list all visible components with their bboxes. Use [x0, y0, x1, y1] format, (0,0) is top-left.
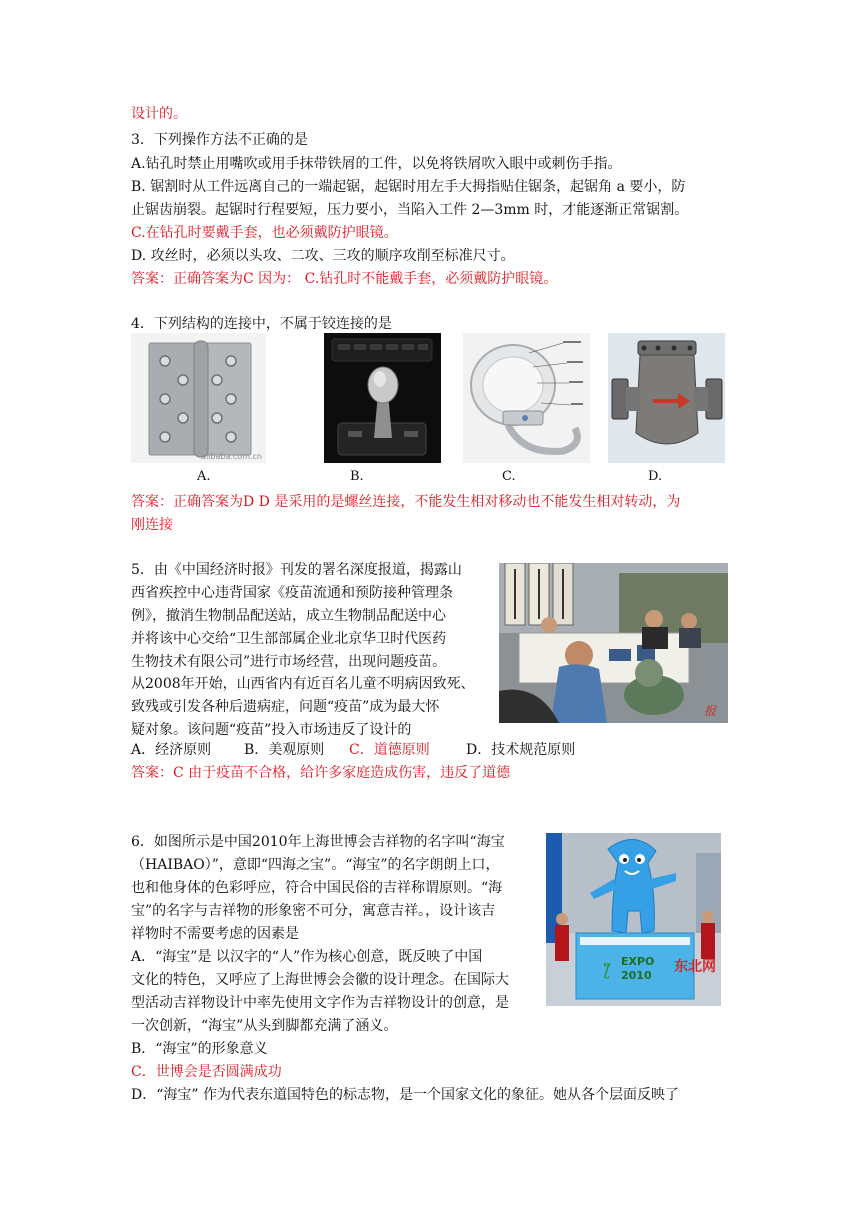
q5-option-c: C．道德原则 — [349, 742, 430, 758]
q6-line-1: 6．如图所示是中国2010年上海世博会吉祥物的名字叫“海宝 — [131, 834, 505, 850]
expo-text: EXPO — [621, 955, 655, 968]
q6-line-7: 文化的特色，又呼应了上海世博会会徽的设计理念。在国际大 — [131, 972, 509, 988]
svg-text:东北网: 东北网 — [674, 959, 716, 975]
svg-text:ƪ: ƪ — [604, 960, 610, 979]
gear-shifter-image — [324, 333, 441, 463]
q5-line-8: 疑对象。该问题“疫苗”投入市场违反了设计的 — [131, 722, 412, 738]
q6-option-d: D．“海宝” 作为代表东道国特色的标志物，是一个国家文化的象征。她从各个层面反映了 — [131, 1087, 679, 1103]
q5-option-d: D．技术规范原则 — [466, 742, 576, 758]
pipe-strainer-image — [608, 333, 725, 463]
q3-option-c: C.在钻孔时要戴手套，也必须戴防护眼镜。 — [131, 225, 398, 241]
q6-line-5: 祥物时不需要考虑的因素是 — [131, 926, 299, 942]
hinge-watermark: alibaba.com.cn — [201, 452, 262, 461]
q5-option-b: B．美观原则 — [244, 742, 325, 758]
q5-line-4: 并将该中心交给“卫生部部属企业北京华卫时代医药 — [131, 631, 447, 647]
q5-line-3: 例》，撤消生物制品配送站，成立生物制品配送中心 — [131, 608, 446, 624]
q3-option-b-line2: 止锯齿崩裂。起锯时行程要短，压力要小，当陷入工件 2—3mm 时，才能逐渐正常锯割。 — [131, 202, 689, 218]
q4-stem: 4．下列结构的连接中，不属于铰连接的是 — [131, 316, 392, 332]
q6-option-c: C．世博会是否圆满成功 — [131, 1064, 282, 1080]
q4-label-a: A. — [197, 469, 211, 484]
q4-label-b: B. — [350, 469, 364, 484]
q6-line-4: 宝”的名字与吉祥物的形象密不可分，寓意吉祥。，设计该吉 — [131, 903, 496, 919]
q5-answer: 答案：C 由于疫苗不合格，给许多家庭造成伤害，违反了道德 — [131, 765, 511, 781]
q5-line-6: 从2008年开始，山西省内有近百名儿童不明病因致死、 — [131, 676, 475, 692]
q5-option-a: A．经济原则 — [131, 742, 212, 758]
q6-line-10: B．“海宝”的形象意义 — [131, 1041, 268, 1057]
intro-tail: 设计的。 — [131, 106, 187, 122]
toilet-seat-image — [463, 333, 590, 463]
q5-line-7: 致残或引发各种后遗病症，问题“疫苗”成为最大怀 — [131, 699, 440, 715]
protest-photo — [499, 563, 728, 723]
expo-year: 2010 — [621, 969, 652, 982]
q4-answer-line2: 刚连接 — [131, 517, 173, 533]
q3-option-b-line1: B. 锯割时从工件远离自己的一端起锯，起锯时用左手大拇指贴住锯条，起锯角 a 要小，防 — [131, 179, 686, 195]
hinge-image — [131, 333, 266, 463]
q4-label-c: C. — [502, 469, 516, 484]
q5-line-5: 生物技术有限公司”进行市场经营，出现问题疫苗。 — [131, 654, 447, 670]
q5-line-1: 5．由《中国经济时报》刊发的署名深度报道，揭露山 — [131, 562, 462, 578]
q6-line-9: 一次创新，“海宝”从头到脚都充满了涵义。 — [131, 1018, 398, 1034]
q3-option-a: A.钻孔时禁止用嘴吹或用手抹带铁屑的工件，以免将铁屑吹入眼中或刺伤手指。 — [131, 156, 622, 172]
q4-label-d: D. — [648, 469, 663, 484]
haibao-mascot-photo — [546, 833, 721, 1006]
q6-line-3: 也和他身体的色彩呼应，符合中国民俗的吉祥称谓原则。“海 — [131, 880, 503, 896]
q3-answer: 答案：正确答案为C 因为： C.钻孔时不能戴手套，必须戴防护眼镜。 — [131, 271, 558, 287]
q3-stem: 3．下列操作方法不正确的是 — [131, 132, 308, 148]
q5-line-2: 西省疾控中心违背国家《疫苗流通和预防接种管理条 — [131, 585, 453, 601]
svg-text:报: 报 — [704, 704, 717, 718]
q6-line-8: 型活动吉祥物设计中率先使用文字作为吉祥物设计的创意，是 — [131, 995, 509, 1011]
q4-answer-line1: 答案：正确答案为D D 是采用的是螺丝连接，不能发生相对移动也不能发生相对转动，为 — [131, 494, 681, 510]
q6-line-6: A．“海宝”是 以汉字的“人”作为核心创意，既反映了中国 — [131, 949, 483, 965]
q3-option-d: D. 攻丝时，必须以头攻、二攻、三攻的顺序攻削至标准尺寸。 — [131, 248, 515, 264]
q6-line-2: （HAIBAO）”，意即“四海之宝”。“海宝”的名字朗朗上口， — [131, 857, 500, 873]
